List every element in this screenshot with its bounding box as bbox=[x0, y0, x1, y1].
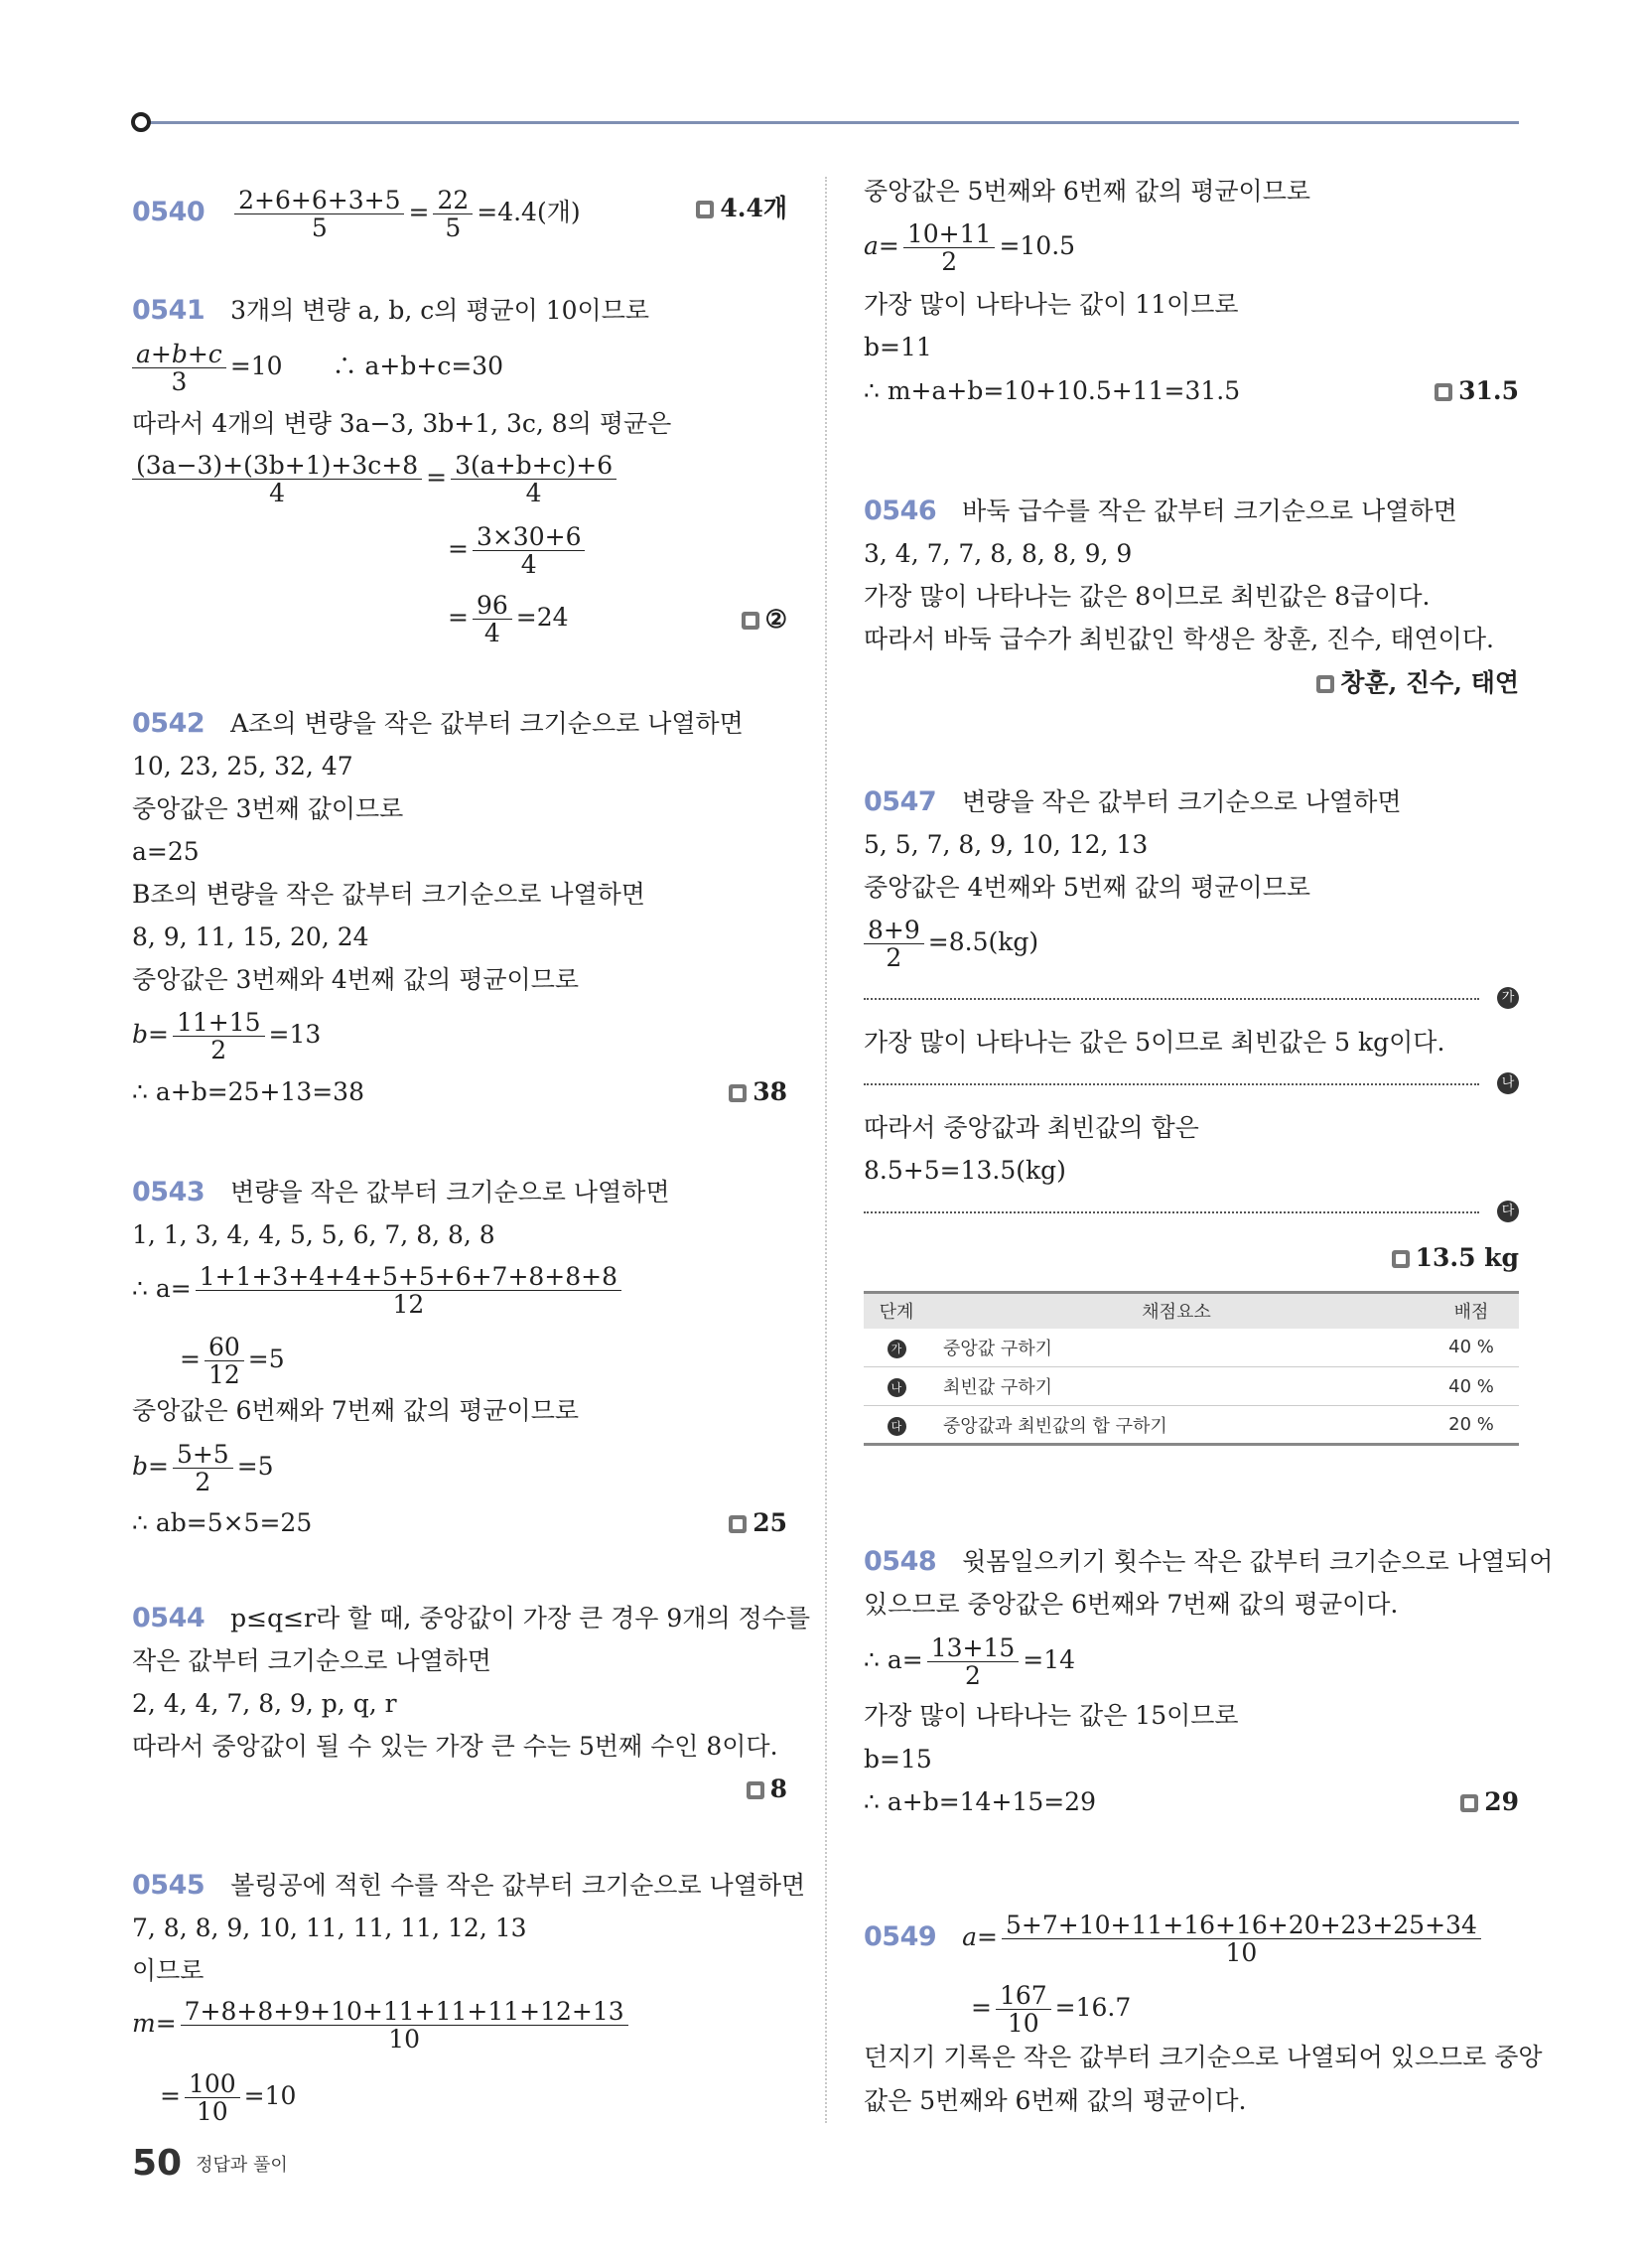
problem-0547-list: 5, 5, 7, 8, 9, 10, 12, 13 bbox=[864, 830, 1149, 859]
answer-0546: 창훈, 진수, 태연 bbox=[1316, 668, 1519, 698]
fraction: $\frac{3(a+b+c)+6}{4}$ bbox=[451, 452, 616, 506]
problem-0540-line: 0540 $\frac{2+6+6+3+5}{5}$ = $\frac{22}{5}$ =4.4(개) bbox=[132, 186, 581, 242]
fraction: $\frac{13+15}{2}$ bbox=[927, 1634, 1020, 1689]
fraction: $\frac{167}{10}$ bbox=[996, 1982, 1051, 2037]
problem-0545-conc: ∴ m+a+b=10+10.5+11=31.5 bbox=[864, 376, 1241, 405]
fraction: $\frac{3\times 30+6}{4}$ bbox=[473, 523, 586, 578]
problem-0543-list: 1, 1, 3, 4, 4, 5, 5, 6, 7, 8, 8, 8 bbox=[132, 1220, 495, 1249]
problem-0544-text2: 작은 값부터 크기순으로 나열하면 bbox=[132, 1646, 491, 1675]
problem-number: 0540 bbox=[132, 197, 205, 227]
problem-0548-text3: 가장 많이 나타나는 값은 15이므로 bbox=[864, 1701, 1239, 1730]
page-footer bbox=[132, 2143, 288, 2184]
answer-0540: 4.4개 bbox=[696, 194, 787, 223]
problem-0549-eq2: = $\frac{167}{10}$ =16.7 bbox=[971, 1981, 1132, 2038]
answer-icon bbox=[1392, 1250, 1410, 1268]
problem-0544-text3: 따라서 중앙값이 될 수 있는 가장 큰 수는 5번째 수인 8이다. bbox=[132, 1732, 778, 1761]
problem-0547-text3: 가장 많이 나타나는 값은 5이므로 최빈값은 5 kg이다. bbox=[864, 1028, 1445, 1057]
table-cell-item: 중앙값 구하기 bbox=[929, 1329, 1424, 1367]
table-cell-score: 20 % bbox=[1424, 1406, 1519, 1445]
fraction: $\frac{5+5}{2}$ bbox=[173, 1441, 233, 1495]
problem-0545-cont1: 중앙값은 5번째와 6번째 값의 평균이므로 bbox=[864, 177, 1310, 206]
problem-number: 0544 bbox=[132, 1603, 205, 1633]
problem-0546-list: 3, 4, 7, 7, 8, 8, 8, 9, 9 bbox=[864, 539, 1133, 568]
step-marker: 다 bbox=[888, 1417, 906, 1436]
footer-label: 정답과 풀이 bbox=[196, 2154, 288, 2176]
fraction: $\frac{100}{10}$ bbox=[185, 2070, 240, 2125]
problem-0541-eq4: = $\frac{96}{4}$ =24 bbox=[448, 591, 569, 647]
problem-0545-eq2: = $\frac{100}{10}$ =10 bbox=[160, 2069, 297, 2126]
fraction: $\frac{7+8+8+9+10+11+11+11+12+13}{10}$ bbox=[181, 1998, 628, 2053]
fraction: $\frac{10+11}{2}$ bbox=[903, 220, 996, 275]
problem-0542-text3: a=25 bbox=[132, 837, 200, 866]
answer-icon bbox=[1460, 1794, 1478, 1812]
fraction: $\frac{2+6+6+3+5}{5}$ bbox=[234, 187, 404, 241]
problem-0546-intro: 0546 바둑 급수를 작은 값부터 크기순으로 나열하면 bbox=[864, 496, 1457, 526]
problem-0547-text2: 중앙값은 4번째와 5번째 값의 평균이므로 bbox=[864, 873, 1310, 902]
step-marker: 나 bbox=[888, 1378, 906, 1397]
step-marker: 가 bbox=[888, 1340, 906, 1358]
answer-icon bbox=[742, 612, 759, 630]
answer-0547: 13.5 kg bbox=[1392, 1243, 1519, 1273]
problem-0542-list1: 10, 23, 25, 32, 47 bbox=[132, 752, 353, 780]
answer-0543: 25 bbox=[729, 1508, 787, 1538]
fraction: $\frac{(3a-3)+(3b+1)+3c+8}{4}$ bbox=[132, 452, 422, 506]
problem-0543-eq1: ∴ a= $\frac{1+1+3+4+4+5+5+6+7+8+8+8}{12}$ bbox=[132, 1263, 625, 1318]
problem-0541-text: 따라서 4개의 변량 3a−3, 3b+1, 3c, 8의 평균은 bbox=[132, 409, 672, 438]
dotted-separator bbox=[864, 998, 1479, 1000]
table-row bbox=[864, 1367, 1519, 1406]
answer-0542: 38 bbox=[729, 1077, 787, 1107]
problem-0541-eq2: $\frac{(3a-3)+(3b+1)+3c+8}{4}$ = $\frac{3(a+b+c)+6}{4}$ bbox=[132, 452, 620, 506]
fraction: $\frac{8+9}{2}$ bbox=[864, 917, 924, 971]
answer-icon bbox=[696, 201, 714, 218]
problem-0543-conc: ∴ ab=5×5=25 bbox=[132, 1508, 313, 1537]
problem-0547-intro: 0547 변량을 작은 값부터 크기순으로 나열하면 bbox=[864, 786, 1402, 817]
fraction: $\frac{96}{4}$ bbox=[473, 592, 512, 646]
problem-0542-text5: 중앙값은 3번째와 4번째 값의 평균이므로 bbox=[132, 965, 579, 994]
answer-icon bbox=[747, 1781, 764, 1799]
fraction: $\frac{1+1+3+4+4+5+5+6+7+8+8+8}{12}$ bbox=[196, 1263, 621, 1318]
problem-0548-intro: 0548 윗몸일으키기 횟수는 작은 값부터 크기순으로 나열되어 bbox=[864, 1546, 1554, 1577]
problem-0543-eq3: b= $\frac{5+5}{2}$ =5 bbox=[132, 1440, 274, 1496]
answer-0541: ② bbox=[742, 605, 787, 635]
fraction: $\frac{5+7+10+11+16+16+20+23+25+34}{10}$ bbox=[1002, 1912, 1481, 1966]
fraction: $\frac{22}{5}$ bbox=[433, 187, 473, 241]
step-marker-2: 나 bbox=[1497, 1072, 1519, 1094]
problem-0542-eq: b= $\frac{11+15}{2}$ =13 bbox=[132, 1008, 322, 1064]
fraction: $\frac{60}{12}$ bbox=[205, 1334, 244, 1388]
problem-0548-conc: ∴ a+b=14+15=29 bbox=[864, 1787, 1096, 1816]
problem-number: 0543 bbox=[132, 1177, 205, 1207]
problem-0543-intro: 0543 변량을 작은 값부터 크기순으로 나열하면 bbox=[132, 1177, 670, 1207]
problem-0543-eq2: = $\frac{60}{12}$ =5 bbox=[180, 1333, 285, 1389]
dotted-separator bbox=[864, 1083, 1479, 1085]
scoring-table bbox=[864, 1291, 1519, 1446]
problem-0545-cont3: b=11 bbox=[864, 333, 932, 361]
problem-0541-eq1: $\frac{a+b+c}{3}$ =10 ∴ a+b+c=30 bbox=[132, 341, 503, 395]
scoring-table-header bbox=[864, 1293, 1519, 1329]
problem-number: 0542 bbox=[132, 708, 205, 739]
table-cell-item: 최빈값 구하기 bbox=[929, 1367, 1424, 1406]
problem-number: 0548 bbox=[864, 1546, 937, 1577]
problem-0545-eq1: m= $\frac{7+8+8+9+10+11+11+11+12+13}{10}$ bbox=[132, 1998, 632, 2053]
table-row bbox=[864, 1329, 1519, 1367]
problem-0549-text3: 값은 5번째와 6번째 값의 평균이다. bbox=[864, 2086, 1247, 2115]
problem-0547-eq: $\frac{8+9}{2}$ =8.5(kg) bbox=[864, 917, 1038, 971]
problem-number: 0547 bbox=[864, 786, 937, 817]
header-step: 단계 bbox=[864, 1293, 929, 1329]
problem-0548-text4: b=15 bbox=[864, 1745, 932, 1773]
problem-0544-intro: 0544 p≤q≤r라 할 때, 중앙값이 가장 큰 경우 9개의 정수를 bbox=[132, 1603, 810, 1633]
problem-0542-list2: 8, 9, 11, 15, 20, 24 bbox=[132, 922, 369, 951]
problem-number: 0545 bbox=[132, 1870, 205, 1901]
problem-0544-list: 2, 4, 4, 7, 8, 9, p, q, r bbox=[132, 1689, 397, 1718]
problem-0541-intro: 0541 3개의 변량 a, b, c의 평균이 10이므로 bbox=[132, 295, 650, 326]
problem-0542-text2: 중앙값은 3번째 값이므로 bbox=[132, 794, 404, 823]
problem-number: 0549 bbox=[864, 1921, 937, 1952]
step-marker-1: 가 bbox=[1497, 987, 1519, 1009]
answer-icon bbox=[1435, 383, 1452, 401]
problem-0543-text2: 중앙값은 6번째와 7번째 값의 평균이므로 bbox=[132, 1396, 579, 1425]
header-score: 배점 bbox=[1424, 1293, 1519, 1329]
fraction: $\frac{a+b+c}{3}$ bbox=[132, 341, 226, 395]
table-cell-score: 40 % bbox=[1424, 1329, 1519, 1367]
problem-0541-eq3: = $\frac{3\times 30+6}{4}$ bbox=[448, 523, 589, 578]
problem-0545-text2: 이므로 bbox=[132, 1956, 205, 1985]
problem-0547-text5: 8.5+5=13.5(kg) bbox=[864, 1156, 1066, 1185]
problem-0548-eq: ∴ a= $\frac{13+15}{2}$ =14 bbox=[864, 1633, 1076, 1690]
answer-0548: 29 bbox=[1460, 1787, 1519, 1817]
problem-0546-text3: 따라서 바둑 급수가 최빈값인 학생은 창훈, 진수, 태연이다. bbox=[864, 625, 1494, 653]
problem-number: 0546 bbox=[864, 496, 937, 526]
problem-0547-text4: 따라서 중앙값과 최빈값의 합은 bbox=[864, 1113, 1199, 1142]
column-divider bbox=[825, 177, 827, 2123]
dotted-separator bbox=[864, 1211, 1479, 1213]
page-number: 50 bbox=[132, 2143, 183, 2184]
header-rule bbox=[139, 121, 1519, 124]
problem-0545-intro: 0545 볼링공에 적힌 수를 작은 값부터 크기순으로 나열하면 bbox=[132, 1870, 806, 1901]
problem-0542-intro: 0542 A조의 변량을 작은 값부터 크기순으로 나열하면 bbox=[132, 708, 744, 739]
answer-0545: 31.5 bbox=[1435, 376, 1519, 406]
problem-number: 0541 bbox=[132, 295, 205, 326]
problem-0545-cont2: 가장 많이 나타나는 값이 11이므로 bbox=[864, 290, 1239, 319]
fraction: $\frac{11+15}{2}$ bbox=[173, 1009, 265, 1063]
problem-0542-text4: B조의 변량을 작은 값부터 크기순으로 나열하면 bbox=[132, 880, 645, 909]
problem-0549-text2: 던지기 기록은 작은 값부터 크기순으로 나열되어 있으므로 중앙 bbox=[864, 2043, 1543, 2071]
problem-0545-list: 7, 8, 8, 9, 10, 11, 11, 11, 12, 13 bbox=[132, 1914, 527, 1942]
header-item: 채점요소 bbox=[929, 1293, 1424, 1329]
table-row bbox=[864, 1406, 1519, 1445]
answer-icon bbox=[729, 1084, 747, 1102]
problem-0549-eq1: 0549 a= $\frac{5+7+10+11+16+16+20+23+25+34}{10}$ bbox=[864, 1912, 1485, 1966]
answer-0544: 8 bbox=[747, 1774, 787, 1804]
problem-0545-eq3: a= $\frac{10+11}{2}$ =10.5 bbox=[864, 219, 1076, 276]
table-cell-score: 40 % bbox=[1424, 1367, 1519, 1406]
problem-0546-text2: 가장 많이 나타나는 값은 8이므로 최빈값은 8급이다. bbox=[864, 582, 1431, 611]
header-dot-icon bbox=[131, 112, 151, 132]
problem-0542-conc: ∴ a+b=25+13=38 bbox=[132, 1077, 364, 1106]
answer-icon bbox=[1316, 675, 1334, 693]
problem-0548-text2: 있으므로 중앙값은 6번째와 7번째 값의 평균이다. bbox=[864, 1590, 1399, 1619]
answer-icon bbox=[729, 1515, 747, 1533]
step-marker-3: 다 bbox=[1497, 1201, 1519, 1222]
table-cell-item: 중앙값과 최빈값의 합 구하기 bbox=[929, 1406, 1424, 1445]
